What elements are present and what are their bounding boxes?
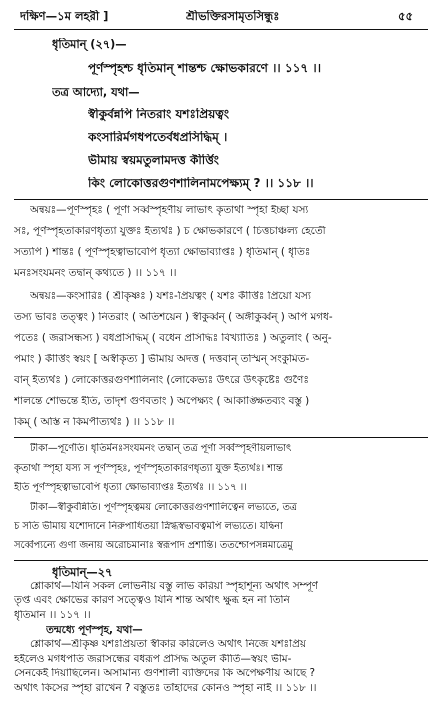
verse-line: ভীমায় স্বয়মতুলামদত্ত কীর্ত্তিং [88, 154, 219, 167]
translation-subheading: তন্মধ্যে পূর্ণস্পৃহ, যথা— [46, 624, 143, 636]
anvaya-line: অন্বয়ঃ—পূর্ণস্পৃহঃ ( পূর্ণা সর্ব্বস্পৃহণীয় লাভাৎ কৃতার্থা স্পৃহা ইচ্ছা যস্য [30, 205, 309, 216]
page-number: ৫৫ [398, 10, 413, 23]
anvaya-line: শালন্তে শোভন্তে ইতি, তাদৃশ গুণবতাং ) অপেক্ষ্যং ( আকাঙ্ক্ষিতব্যং বস্তু ) [14, 396, 310, 407]
anvaya-line: পতেঃ ( জরাসন্ধস্য ) বধপ্রসিদ্ধিম্ ( বধেন প্রসিদ্ধিঃ বিখ্যাতিঃ ) অতুলাং ( অনু- [14, 333, 332, 344]
translation-line: অর্থাৎ কিসের স্পৃহা রাখেন ? বস্তুতঃ তাঁহাদের কোনও স্পৃহা নাই ।। ১১৮ ।। [14, 683, 317, 694]
translation-line: ধৃতিমান ।। ১১৭ ।। [14, 609, 91, 621]
translation-line: হইলেও মগধপতি জরাসন্ধের বধরূপ প্রসিদ্ধ অতুল কীর্তি—স্বয়ং ভীম- [14, 653, 292, 665]
section-rule [14, 437, 428, 438]
tika-line: কৃতার্থা স্পৃহা যস্য স পূর্ণস্পৃহঃ, পূর্ণস্পৃহতাকারণধৃত্যা যুক্ত ইত্যর্থঃ। শান্ত [14, 463, 283, 474]
anvaya-line: অন্বয়ঃ—কংসারিঃ ( শ্রীকৃষ্ণঃ ) যশঃ-প্রিয়ত্বং ( যশঃ কীর্ত্তিঃ প্রিয়ো যস্য [30, 291, 311, 302]
section-rule [14, 199, 428, 200]
verse-line: কংসারির্মগধপতের্বধপ্রসিদ্ধিম্ । [88, 131, 228, 144]
translation-line: সেনকেই দিয়াছিলেন। অসামান্য গুণশালী ব্যক্তিদের কি অপেক্ষণীয় আছে ? [14, 668, 316, 680]
verse-intro: তত্র আদ্যো, যথা— [52, 86, 140, 99]
anvaya-line: সত্যপি ) শান্তঃ ( পূর্ণস্পৃহত্বাভাবেপি ধৃত্যা ক্ষোভাব্যাপ্তঃ ) ধৃতিমান্ ( ধৃতিঃ [14, 247, 311, 258]
anvaya-line: বান্ ইত্যর্থঃ ) লোকোত্তরগুণশালিনাং (লোকেভ্যঃ উৎরে উৎকৃষ্টেঃ গুণৈঃ [14, 375, 309, 386]
running-header-center: শ্রীভক্তিরসামৃতসিন্ধুঃ [186, 10, 280, 23]
translation-line: শ্লোকার্থ—শ্রীকৃষ্ণ যশঃপ্রিয়তা স্বীকার করিলেও অর্থাৎ নিজে যশঃপ্রিয় [30, 639, 306, 651]
anvaya-line: মনঃসংযমনং তদ্বান্ কথ্যতে ) ।। ১১৭ ।। [14, 268, 177, 279]
tika-line: টীকা—পূর্ণেতি। ধৃতির্মনঃসংযমনং তদ্বান্ তত্র পূর্ণা সর্ব্বস্পৃহণীয়লাভাৎ [30, 443, 292, 454]
translation-heading: ধৃতিমান্—২৭ [52, 566, 113, 579]
verse-heading: ধৃতিমান্ (২৭)— [52, 38, 127, 51]
translation-line: শ্লোকার্থ—যিনি সকল লোভনীয় বস্তু লাভ করিয়া স্পৃহাশূন্য অর্থাৎ সম্পূর্ণ [30, 580, 318, 592]
tika-line: সর্ব্বেপ্যন্যে গুণা জনায় অরোচমানাঃ স্বরূপাদ প্রশান্তি। ততশ্চোপসন্নমাত্রেমু [14, 540, 293, 551]
anvaya-line: সঃ, পূর্ণস্পৃহতাকারণধৃত্যা যুক্তঃ ইত্যর্থঃ ) চ ক্ষোভকারণে ( চিত্তচাঞ্চল্য হেতৌ [14, 226, 326, 237]
running-header-left: দক্ষিণ—১ম লহরী ] [20, 10, 109, 23]
header-rule [14, 29, 428, 30]
anvaya-line: কিম্ ( অস্তি ন কিমপীত্যর্থঃ ) ।। ১১৮ ।। [14, 417, 175, 428]
verse-line-117: পূর্ণস্পৃহশ্চ ধৃতিমান্ শান্তশ্চ ক্ষোভকারণে ।। ১১৭ ।। [88, 62, 321, 75]
verse-line: স্বীকুর্বন্নপি নিতরাং যশঃপ্রিয়ত্বং [88, 108, 230, 121]
tika-line: টীকা—স্বীকুর্বন্নিতি। পূর্ণস্পৃহত্বময় লোকোত্তরগুণশালিত্বেন লভ্যতে, তত্র [30, 502, 297, 513]
translation-line: তৃপ্ত এবং ক্ষোভের কারণ সত্ত্বেও যিনি শান্ত অর্থাৎ ক্ষুব্ধ হন না তিনি [14, 595, 290, 607]
tika-line: চ সতি ভীমায় যশোদানে নিরুপাধিতয়া স্নিগ্ধস্বভাবত্বমপি লভ্যতে। যদ্বিনা [14, 521, 283, 532]
tika-line: ইতি পূর্ণস্পৃহত্বাভাবেপি ধৃত্যা ক্ষোভাব্যাপ্তঃ ইত্যর্থঃ ।। ১১৭ ।। [14, 482, 247, 493]
verse-line: কিং লোকোত্তরগুণশালিনামপেক্ষ্যম্ ? ।। ১১৮ ।। [88, 177, 314, 190]
anvaya-line: পমাং ) কীর্ত্তিং স্বয়ং [ অস্বীকৃত্য ] ভীমায় অদত্ত ( দত্তবান্ তস্মিন্ সংকুমিত- [14, 354, 310, 365]
section-rule [14, 560, 428, 561]
anvaya-line: তস্য ভাবঃ তত্ত্বং ) নিতরাং ( অতিশয়েন ) স্বীকুর্ব্বন্ ( অঙ্গীকুর্ব্বন্ ) অপি মগধ- [14, 312, 333, 323]
